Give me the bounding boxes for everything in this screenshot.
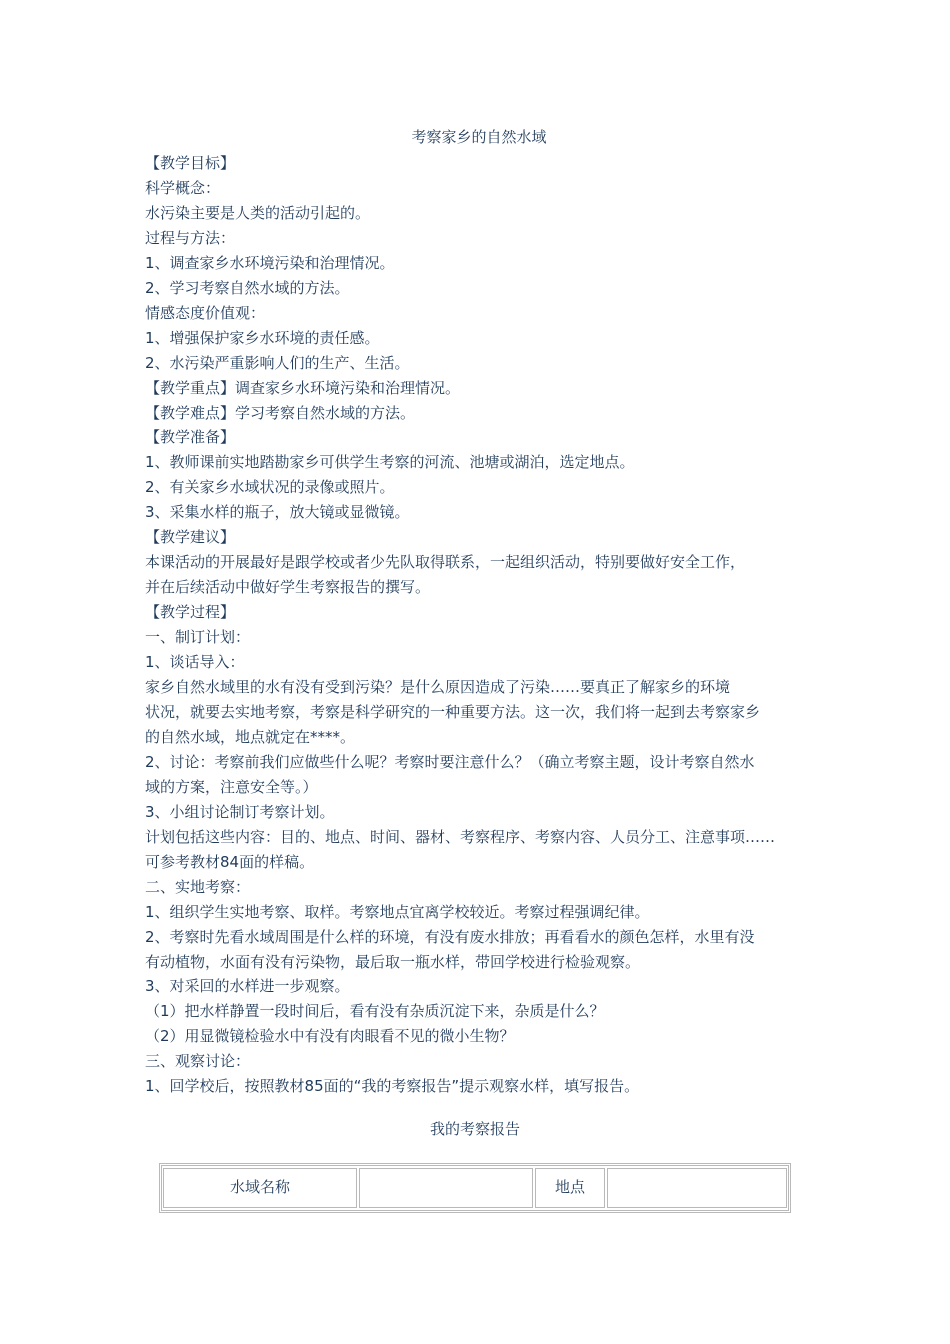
text-line: 【教学准备】 <box>145 428 236 447</box>
text-line: 1、回学校后，按照教材85面的“我的考察报告”提示观察水样，填写报告。 <box>145 1077 640 1096</box>
text-line: 1、谈话导入： <box>145 653 245 672</box>
text-line: 2、讨论：考察前我们应做些什么呢？考察时要注意什么？（确立考察主题，设计考察自然水 <box>145 752 755 771</box>
text-line: 【教学重点】调查家乡水环境污染和治理情况。 <box>145 378 461 397</box>
text-line: 【教学建议】 <box>145 528 236 547</box>
text-line: （1）把水样静置一段时间后，看有没有杂质沉淀下来，杂质是什么？ <box>145 1002 605 1021</box>
text-line: 计划包括这些内容：目的、地点、时间、器材、考察程序、考察内容、人员分工、注意事项…… <box>145 827 776 846</box>
text-line: 有动植物，水面有没有污染物，最后取一瓶水样，带回学校进行检验观察。 <box>145 952 641 971</box>
table-cell-location-value[interactable] <box>607 1168 787 1208</box>
table-cell-water-name-value[interactable] <box>359 1168 533 1208</box>
report-table <box>159 1163 791 1213</box>
text-line: 1、组织学生实地考察、取样。考察地点宜离学校较近。考察过程强调纪律。 <box>145 902 650 921</box>
table-cell-location-label: 地点 <box>535 1168 605 1208</box>
text-line: 2、水污染严重影响人们的生产、生活。 <box>145 353 410 372</box>
text-line: 一、制订计划： <box>145 628 251 647</box>
text-line: 并在后续活动中做好学生考察报告的撰写。 <box>145 578 431 597</box>
text-line: 3、对采回的水样进一步观察。 <box>145 977 350 996</box>
text-line: 3、小组讨论制订考察计划。 <box>145 802 335 821</box>
text-line: （2）用显微镜检验水中有没有肉眼看不见的微小生物？ <box>145 1027 515 1046</box>
text-line: 1、调查家乡水环境污染和治理情况。 <box>145 253 395 272</box>
text-line: 1、教师课前实地踏勘家乡可供学生考察的河流、池塘或湖泊，选定地点。 <box>145 453 635 472</box>
text-line: 科学概念： <box>145 178 221 197</box>
text-line: 1、增强保护家乡水环境的责任感。 <box>145 328 380 347</box>
report-title: 我的考察报告 <box>429 1120 520 1138</box>
table-cell-water-name-label: 水域名称 <box>163 1168 357 1208</box>
document-body <box>145 126 813 1099</box>
text-line: 三、观察讨论： <box>145 1052 251 1071</box>
text-line: 2、考察时先看水域周围是什么样的环境，有没有废水排放；再看看水的颜色怎样，水里有没 <box>145 927 755 946</box>
text-line: 【教学难点】学习考察自然水域的方法。 <box>145 403 416 422</box>
text-line: 域的方案，注意安全等。） <box>145 777 318 796</box>
text-line: 可参考教材84面的样稿。 <box>145 852 315 871</box>
text-line: 状况，就要去实地考察，考察是科学研究的一种重要方法。这一次，我们将一起到去考察家乡 <box>145 702 761 721</box>
text-line: 过程与方法： <box>145 228 236 247</box>
text-line: 【教学目标】 <box>145 154 236 172</box>
text-line: 3、采集水样的瓶子，放大镜或显微镜。 <box>145 503 410 522</box>
text-line: 的自然水域，地点就定在****。 <box>145 727 356 746</box>
document-title: 考察家乡的自然水域 <box>411 128 547 146</box>
text-line: 家乡自然水域里的水有没有受到污染？是什么原因造成了污染……要真正了解家乡的环境 <box>145 678 731 697</box>
text-line: 【教学过程】 <box>145 603 236 622</box>
text-line: 情感态度价值观： <box>145 303 266 322</box>
text-line: 水污染主要是人类的活动引起的。 <box>145 203 371 222</box>
text-line: 二、实地考察： <box>145 877 251 896</box>
text-line: 2、学习考察自然水域的方法。 <box>145 278 350 297</box>
text-line: 本课活动的开展最好是跟学校或者少先队取得联系，一起组织活动，特别要做好安全工作， <box>145 553 746 572</box>
text-line: 2、有关家乡水域状况的录像或照片。 <box>145 478 395 497</box>
